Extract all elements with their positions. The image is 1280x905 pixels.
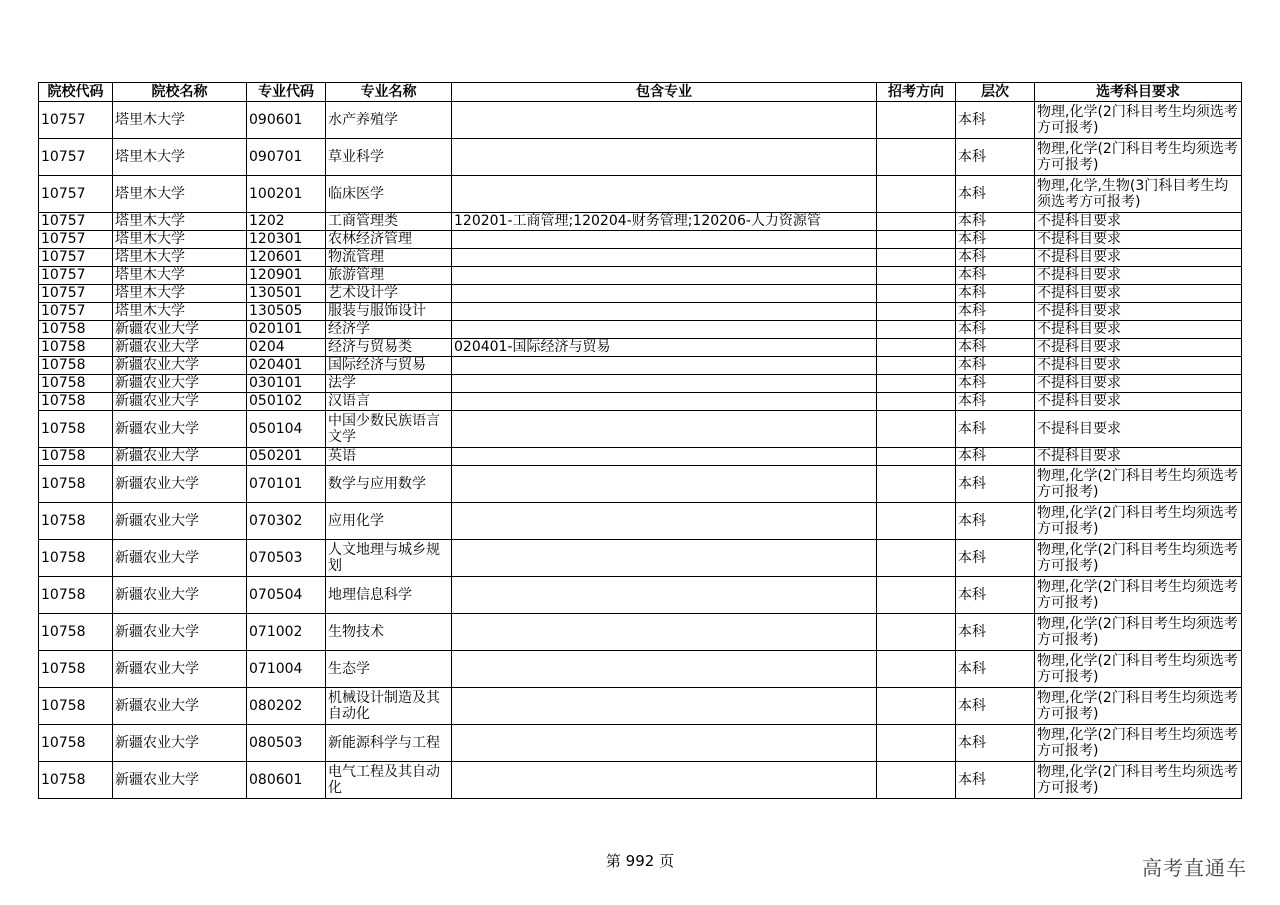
- table-row: [39, 540, 1242, 577]
- cell-major-name: 新能源科学与工程: [326, 725, 452, 762]
- table-row: [39, 651, 1242, 688]
- cell-requirement: 物理,化学(2门科目考生均须选考方可报考): [1035, 466, 1242, 503]
- cell-school-name: 新疆农业大学: [113, 321, 247, 339]
- cell-major-name: 生物技术: [326, 614, 452, 651]
- table-row: [39, 176, 1242, 213]
- header-level: 层次: [956, 83, 1035, 102]
- cell-school-name: 新疆农业大学: [113, 357, 247, 375]
- cell-level: 本科: [956, 285, 1035, 303]
- table-row: [39, 267, 1242, 285]
- cell-level: 本科: [956, 762, 1035, 799]
- cell-requirement: 物理,化学(2门科目考生均须选考方可报考): [1035, 688, 1242, 725]
- cell-level: 本科: [956, 393, 1035, 411]
- cell-school-name: 新疆农业大学: [113, 393, 247, 411]
- cell-level: 本科: [956, 213, 1035, 231]
- cell-included-majors: [452, 139, 877, 176]
- cell-school-code: 10758: [39, 393, 113, 411]
- cell-major-name: 农林经济管理: [326, 231, 452, 249]
- table-row: [39, 231, 1242, 249]
- cell-direction: [877, 375, 956, 393]
- cell-level: 本科: [956, 448, 1035, 466]
- cell-school-name: 新疆农业大学: [113, 762, 247, 799]
- cell-major-name: 电气工程及其自动化: [326, 762, 452, 799]
- cell-major-code: 120301: [247, 231, 326, 249]
- cell-school-code: 10757: [39, 231, 113, 249]
- cell-requirement: 不提科目要求: [1035, 448, 1242, 466]
- cell-school-code: 10758: [39, 375, 113, 393]
- cell-major-name: 经济与贸易类: [326, 339, 452, 357]
- cell-school-name: 塔里木大学: [113, 213, 247, 231]
- cell-major-name: 汉语言: [326, 393, 452, 411]
- cell-major-name: 应用化学: [326, 503, 452, 540]
- cell-requirement: 不提科目要求: [1035, 231, 1242, 249]
- cell-major-code: 030101: [247, 375, 326, 393]
- cell-direction: [877, 466, 956, 503]
- cell-level: 本科: [956, 651, 1035, 688]
- cell-included-majors: [452, 448, 877, 466]
- cell-included-majors: [452, 762, 877, 799]
- cell-major-code: 071002: [247, 614, 326, 651]
- cell-direction: [877, 411, 956, 448]
- cell-included-majors: [452, 411, 877, 448]
- cell-included-majors: [452, 614, 877, 651]
- table-row: [39, 213, 1242, 231]
- cell-major-code: 120901: [247, 267, 326, 285]
- cell-included-majors: [452, 375, 877, 393]
- cell-school-name: 新疆农业大学: [113, 339, 247, 357]
- cell-level: 本科: [956, 503, 1035, 540]
- cell-major-name: 水产养殖学: [326, 102, 452, 139]
- cell-direction: [877, 231, 956, 249]
- cell-school-code: 10758: [39, 540, 113, 577]
- table-row: [39, 321, 1242, 339]
- cell-direction: [877, 339, 956, 357]
- cell-requirement: 不提科目要求: [1035, 303, 1242, 321]
- cell-school-code: 10758: [39, 651, 113, 688]
- cell-requirement: 物理,化学(2门科目考生均须选考方可报考): [1035, 540, 1242, 577]
- page-number: 第 992 页: [605, 852, 675, 870]
- cell-major-code: 080601: [247, 762, 326, 799]
- cell-included-majors: [452, 540, 877, 577]
- table-row: [39, 357, 1242, 375]
- cell-school-name: 塔里木大学: [113, 139, 247, 176]
- table-row: [39, 339, 1242, 357]
- cell-requirement: 物理,化学(2门科目考生均须选考方可报考): [1035, 614, 1242, 651]
- header-included-majors: 包含专业: [452, 83, 877, 102]
- cell-requirement: 不提科目要求: [1035, 411, 1242, 448]
- cell-school-code: 10757: [39, 213, 113, 231]
- table-row: [39, 411, 1242, 448]
- cell-school-code: 10757: [39, 303, 113, 321]
- cell-level: 本科: [956, 267, 1035, 285]
- cell-direction: [877, 688, 956, 725]
- table-row: [39, 725, 1242, 762]
- cell-major-code: 070302: [247, 503, 326, 540]
- cell-major-code: 1202: [247, 213, 326, 231]
- cell-requirement: 不提科目要求: [1035, 213, 1242, 231]
- cell-level: 本科: [956, 303, 1035, 321]
- cell-major-code: 071004: [247, 651, 326, 688]
- cell-school-name: 塔里木大学: [113, 249, 247, 267]
- cell-major-code: 090601: [247, 102, 326, 139]
- table-row: [39, 466, 1242, 503]
- cell-school-code: 10757: [39, 139, 113, 176]
- cell-included-majors: [452, 503, 877, 540]
- cell-level: 本科: [956, 139, 1035, 176]
- cell-included-majors: 020401-国际经济与贸易: [452, 339, 877, 357]
- cell-major-code: 070503: [247, 540, 326, 577]
- cell-level: 本科: [956, 249, 1035, 267]
- cell-requirement: 物理,化学(2门科目考生均须选考方可报考): [1035, 102, 1242, 139]
- cell-requirement: 不提科目要求: [1035, 285, 1242, 303]
- cell-included-majors: 120201-工商管理;120204-财务管理;120206-人力资源管: [452, 213, 877, 231]
- table-row: [39, 285, 1242, 303]
- cell-school-code: 10757: [39, 285, 113, 303]
- cell-direction: [877, 176, 956, 213]
- cell-major-code: 050102: [247, 393, 326, 411]
- cell-direction: [877, 503, 956, 540]
- cell-major-name: 艺术设计学: [326, 285, 452, 303]
- cell-school-name: 新疆农业大学: [113, 651, 247, 688]
- cell-major-code: 020401: [247, 357, 326, 375]
- table-row: [39, 688, 1242, 725]
- cell-direction: [877, 267, 956, 285]
- table-row: [39, 249, 1242, 267]
- cell-level: 本科: [956, 375, 1035, 393]
- cell-included-majors: [452, 651, 877, 688]
- cell-major-code: 070504: [247, 577, 326, 614]
- cell-included-majors: [452, 357, 877, 375]
- cell-requirement: 不提科目要求: [1035, 357, 1242, 375]
- cell-requirement: 物理,化学,生物(3门科目考生均须选考方可报考): [1035, 176, 1242, 213]
- cell-major-name: 国际经济与贸易: [326, 357, 452, 375]
- cell-direction: [877, 651, 956, 688]
- cell-included-majors: [452, 267, 877, 285]
- cell-school-code: 10758: [39, 466, 113, 503]
- cell-direction: [877, 393, 956, 411]
- cell-school-code: 10758: [39, 577, 113, 614]
- cell-major-name: 中国少数民族语言文学: [326, 411, 452, 448]
- cell-school-name: 塔里木大学: [113, 176, 247, 213]
- cell-school-name: 新疆农业大学: [113, 503, 247, 540]
- header-direction: 招考方向: [877, 83, 956, 102]
- header-requirement: 选考科目要求: [1035, 83, 1242, 102]
- cell-school-code: 10757: [39, 102, 113, 139]
- cell-major-name: 经济学: [326, 321, 452, 339]
- cell-included-majors: [452, 466, 877, 503]
- table-row: [39, 393, 1242, 411]
- cell-school-code: 10757: [39, 249, 113, 267]
- cell-school-code: 10758: [39, 503, 113, 540]
- cell-school-code: 10758: [39, 357, 113, 375]
- cell-included-majors: [452, 321, 877, 339]
- cell-school-name: 塔里木大学: [113, 231, 247, 249]
- cell-level: 本科: [956, 321, 1035, 339]
- cell-school-code: 10758: [39, 614, 113, 651]
- cell-level: 本科: [956, 339, 1035, 357]
- cell-major-code: 090701: [247, 139, 326, 176]
- cell-school-name: 新疆农业大学: [113, 725, 247, 762]
- cell-level: 本科: [956, 614, 1035, 651]
- table-row: [39, 762, 1242, 799]
- cell-direction: [877, 139, 956, 176]
- cell-level: 本科: [956, 357, 1035, 375]
- cell-requirement: 不提科目要求: [1035, 339, 1242, 357]
- header-major-name: 专业名称: [326, 83, 452, 102]
- cell-school-name: 新疆农业大学: [113, 614, 247, 651]
- cell-major-code: 070101: [247, 466, 326, 503]
- cell-school-code: 10758: [39, 762, 113, 799]
- table-header-row: [39, 83, 1242, 102]
- header-school-name: 院校名称: [113, 83, 247, 102]
- cell-major-name: 英语: [326, 448, 452, 466]
- cell-school-name: 新疆农业大学: [113, 466, 247, 503]
- cell-major-name: 草业科学: [326, 139, 452, 176]
- cell-direction: [877, 249, 956, 267]
- cell-included-majors: [452, 285, 877, 303]
- cell-included-majors: [452, 231, 877, 249]
- cell-school-code: 10757: [39, 267, 113, 285]
- table-row: [39, 139, 1242, 176]
- cell-included-majors: [452, 577, 877, 614]
- cell-direction: [877, 448, 956, 466]
- cell-requirement: 物理,化学(2门科目考生均须选考方可报考): [1035, 725, 1242, 762]
- table-row: [39, 303, 1242, 321]
- cell-major-name: 旅游管理: [326, 267, 452, 285]
- table-row: [39, 577, 1242, 614]
- cell-major-code: 050104: [247, 411, 326, 448]
- cell-direction: [877, 213, 956, 231]
- cell-school-code: 10758: [39, 411, 113, 448]
- cell-major-code: 080503: [247, 725, 326, 762]
- cell-school-name: 新疆农业大学: [113, 540, 247, 577]
- cell-direction: [877, 725, 956, 762]
- cell-school-code: 10758: [39, 339, 113, 357]
- cell-requirement: 不提科目要求: [1035, 375, 1242, 393]
- cell-major-code: 130501: [247, 285, 326, 303]
- cell-school-code: 10758: [39, 725, 113, 762]
- cell-school-name: 塔里木大学: [113, 303, 247, 321]
- cell-school-name: 塔里木大学: [113, 102, 247, 139]
- cell-requirement: 物理,化学(2门科目考生均须选考方可报考): [1035, 577, 1242, 614]
- cell-major-name: 地理信息科学: [326, 577, 452, 614]
- cell-direction: [877, 321, 956, 339]
- cell-school-code: 10758: [39, 321, 113, 339]
- cell-major-name: 工商管理类: [326, 213, 452, 231]
- cell-school-code: 10757: [39, 176, 113, 213]
- cell-included-majors: [452, 176, 877, 213]
- cell-school-name: 塔里木大学: [113, 285, 247, 303]
- cell-level: 本科: [956, 688, 1035, 725]
- cell-requirement: 物理,化学(2门科目考生均须选考方可报考): [1035, 762, 1242, 799]
- cell-major-name: 法学: [326, 375, 452, 393]
- cell-major-code: 020101: [247, 321, 326, 339]
- cell-requirement: 不提科目要求: [1035, 321, 1242, 339]
- cell-major-code: 100201: [247, 176, 326, 213]
- cell-direction: [877, 762, 956, 799]
- cell-direction: [877, 614, 956, 651]
- cell-school-code: 10758: [39, 688, 113, 725]
- cell-level: 本科: [956, 466, 1035, 503]
- cell-school-name: 塔里木大学: [113, 267, 247, 285]
- cell-school-name: 新疆农业大学: [113, 375, 247, 393]
- cell-major-code: 050201: [247, 448, 326, 466]
- cell-direction: [877, 577, 956, 614]
- cell-major-code: 0204: [247, 339, 326, 357]
- cell-included-majors: [452, 725, 877, 762]
- watermark: 高考直通车: [1142, 856, 1247, 880]
- table-row: [39, 375, 1242, 393]
- cell-requirement: 不提科目要求: [1035, 393, 1242, 411]
- cell-school-code: 10758: [39, 448, 113, 466]
- cell-major-code: 080202: [247, 688, 326, 725]
- cell-level: 本科: [956, 176, 1035, 213]
- table-row: [39, 503, 1242, 540]
- cell-direction: [877, 303, 956, 321]
- header-major-code: 专业代码: [247, 83, 326, 102]
- cell-direction: [877, 357, 956, 375]
- cell-level: 本科: [956, 577, 1035, 614]
- cell-level: 本科: [956, 411, 1035, 448]
- cell-included-majors: [452, 249, 877, 267]
- cell-direction: [877, 285, 956, 303]
- table-row: [39, 102, 1242, 139]
- cell-school-name: 新疆农业大学: [113, 448, 247, 466]
- cell-major-name: 机械设计制造及其自动化: [326, 688, 452, 725]
- cell-requirement: 物理,化学(2门科目考生均须选考方可报考): [1035, 139, 1242, 176]
- cell-major-name: 人文地理与城乡规划: [326, 540, 452, 577]
- cell-level: 本科: [956, 725, 1035, 762]
- cell-major-name: 临床医学: [326, 176, 452, 213]
- cell-school-name: 新疆农业大学: [113, 688, 247, 725]
- admission-table: [38, 82, 1242, 799]
- cell-major-name: 服装与服饰设计: [326, 303, 452, 321]
- cell-school-name: 新疆农业大学: [113, 577, 247, 614]
- cell-level: 本科: [956, 231, 1035, 249]
- cell-requirement: 物理,化学(2门科目考生均须选考方可报考): [1035, 503, 1242, 540]
- cell-included-majors: [452, 688, 877, 725]
- cell-requirement: 不提科目要求: [1035, 267, 1242, 285]
- cell-requirement: 不提科目要求: [1035, 249, 1242, 267]
- cell-major-name: 生态学: [326, 651, 452, 688]
- cell-major-code: 130505: [247, 303, 326, 321]
- cell-major-name: 数学与应用数学: [326, 466, 452, 503]
- cell-level: 本科: [956, 102, 1035, 139]
- cell-included-majors: [452, 393, 877, 411]
- header-school-code: 院校代码: [39, 83, 113, 102]
- cell-included-majors: [452, 102, 877, 139]
- cell-included-majors: [452, 303, 877, 321]
- cell-major-name: 物流管理: [326, 249, 452, 267]
- cell-level: 本科: [956, 540, 1035, 577]
- table-row: [39, 614, 1242, 651]
- cell-requirement: 物理,化学(2门科目考生均须选考方可报考): [1035, 651, 1242, 688]
- cell-direction: [877, 540, 956, 577]
- table-row: [39, 448, 1242, 466]
- cell-direction: [877, 102, 956, 139]
- cell-school-name: 新疆农业大学: [113, 411, 247, 448]
- cell-major-code: 120601: [247, 249, 326, 267]
